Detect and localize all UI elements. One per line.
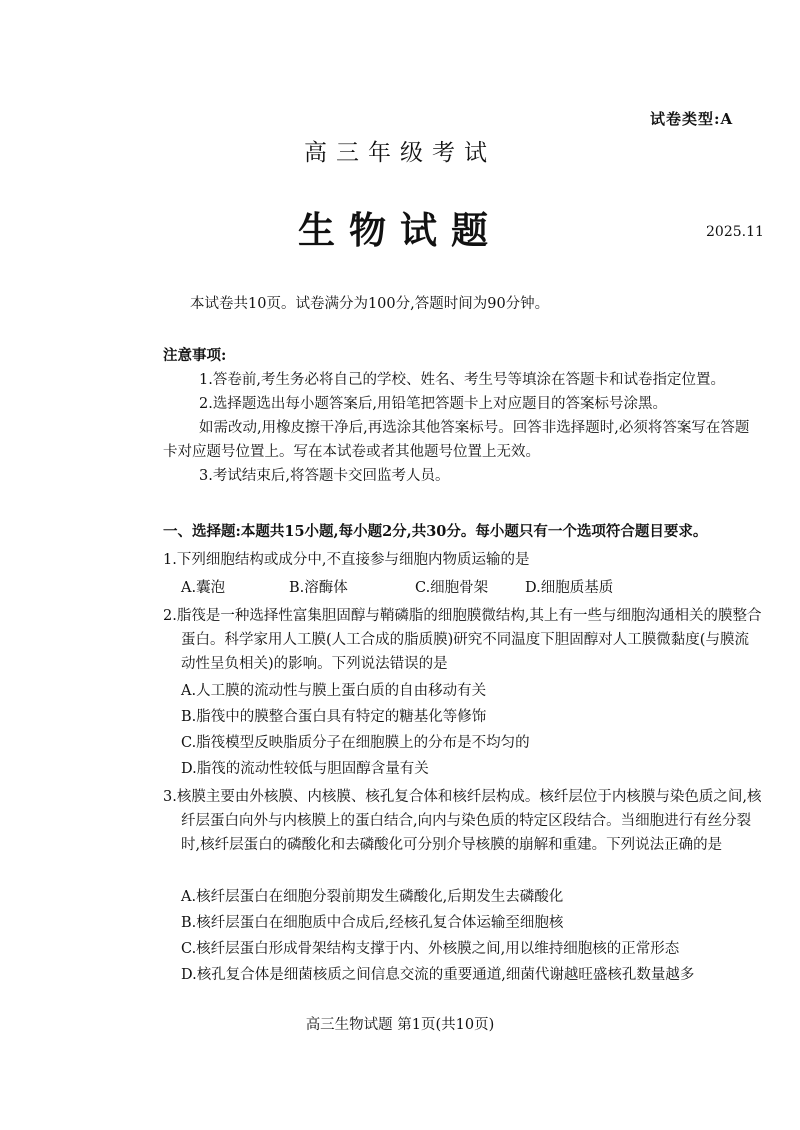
notice-item: 如需改动,用橡皮擦干净后,再选涂其他答案标号。回答非选择题时,必须将答案写在答题卡对应题号位置上。写在本试卷或者其他题号位置上无效。: [163, 420, 750, 460]
option: C.细胞骨架: [415, 580, 489, 596]
question-2-stem: 2.脂筏是一种选择性富集胆固醇与鞘磷脂的细胞膜微结构,其上有一些与细胞沟通相关的膜整合蛋白。科学家用人工膜(人工合成的脂质膜)研究不同温度下胆固醇对人工膜微黏度(与膜流动性呈负相关)的影响。下列说法错误的是: [163, 608, 762, 672]
option: A.人工膜的流动性与膜上蛋白质的自由移动有关: [181, 683, 487, 699]
exam-title: 高三年级考试: [304, 140, 496, 166]
option: A.核纤层蛋白在细胞分裂前期发生磷酸化,后期发生去磷酸化: [181, 889, 564, 905]
question-1-stem: 1.下列细胞结构或成分中,不直接参与细胞内物质运输的是: [163, 552, 530, 568]
section-heading: 一、选择题:本题共15小题,每小题2分,共30分。每小题只有一个选项符合题目要求。: [163, 523, 708, 540]
option: D.细胞质基质: [525, 580, 614, 596]
notice-heading: 注意事项:: [163, 347, 227, 364]
option: D.脂筏的流动性较低与胆固醇含量有关: [181, 761, 429, 777]
notice-item: 3.考试结束后,将答题卡交回监考人员。: [199, 468, 450, 484]
option: B.脂筏中的膜整合蛋白具有特定的糖基化等修饰: [181, 709, 487, 725]
notice-item: 1.答卷前,考生务必将自己的学校、姓名、考生号等填涂在答题卡和试卷指定位置。: [199, 372, 725, 388]
paper-type-label: 试卷类型:A: [650, 110, 734, 128]
option: B.溶酶体: [289, 580, 348, 596]
subject-title: 生物试题: [298, 208, 502, 252]
intro-text: 本试卷共10页。试卷满分为100分,答题时间为90分钟。: [190, 296, 550, 312]
question-1-options: [181, 576, 613, 600]
option: C.核纤层蛋白形成骨架结构支撑于内、外核膜之间,用以维持细胞核的正常形态: [181, 941, 680, 957]
page-footer: 高三生物试题 第1页(共10页): [305, 1017, 495, 1033]
notice-item: 2.选择题选出每小题答案后,用铅笔把答题卡上对应题目的答案标号涂黑。: [199, 396, 667, 412]
option: B.核纤层蛋白在细胞质中合成后,经核孔复合体运输至细胞核: [181, 915, 564, 931]
option: A.囊泡: [181, 580, 226, 596]
option: D.核孔复合体是细菌核质之间信息交流的重要通道,细菌代谢越旺盛核孔数量越多: [181, 967, 695, 983]
exam-date: 2025.11: [706, 224, 764, 240]
question-3-stem: 3.核膜主要由外核膜、内核膜、核孔复合体和核纤层构成。核纤层位于内核膜与染色质之间,核纤层蛋白向外与内核膜上的蛋白结合,向内与染色质的特定区段结合。当细胞进行有丝分裂时,核纤层蛋白的磷酸化和去磷酸化可分别介导核膜的崩解和重建。下列说法正确的是: [163, 789, 762, 853]
option: C.脂筏模型反映脂质分子在细胞膜上的分布是不均匀的: [181, 735, 530, 751]
